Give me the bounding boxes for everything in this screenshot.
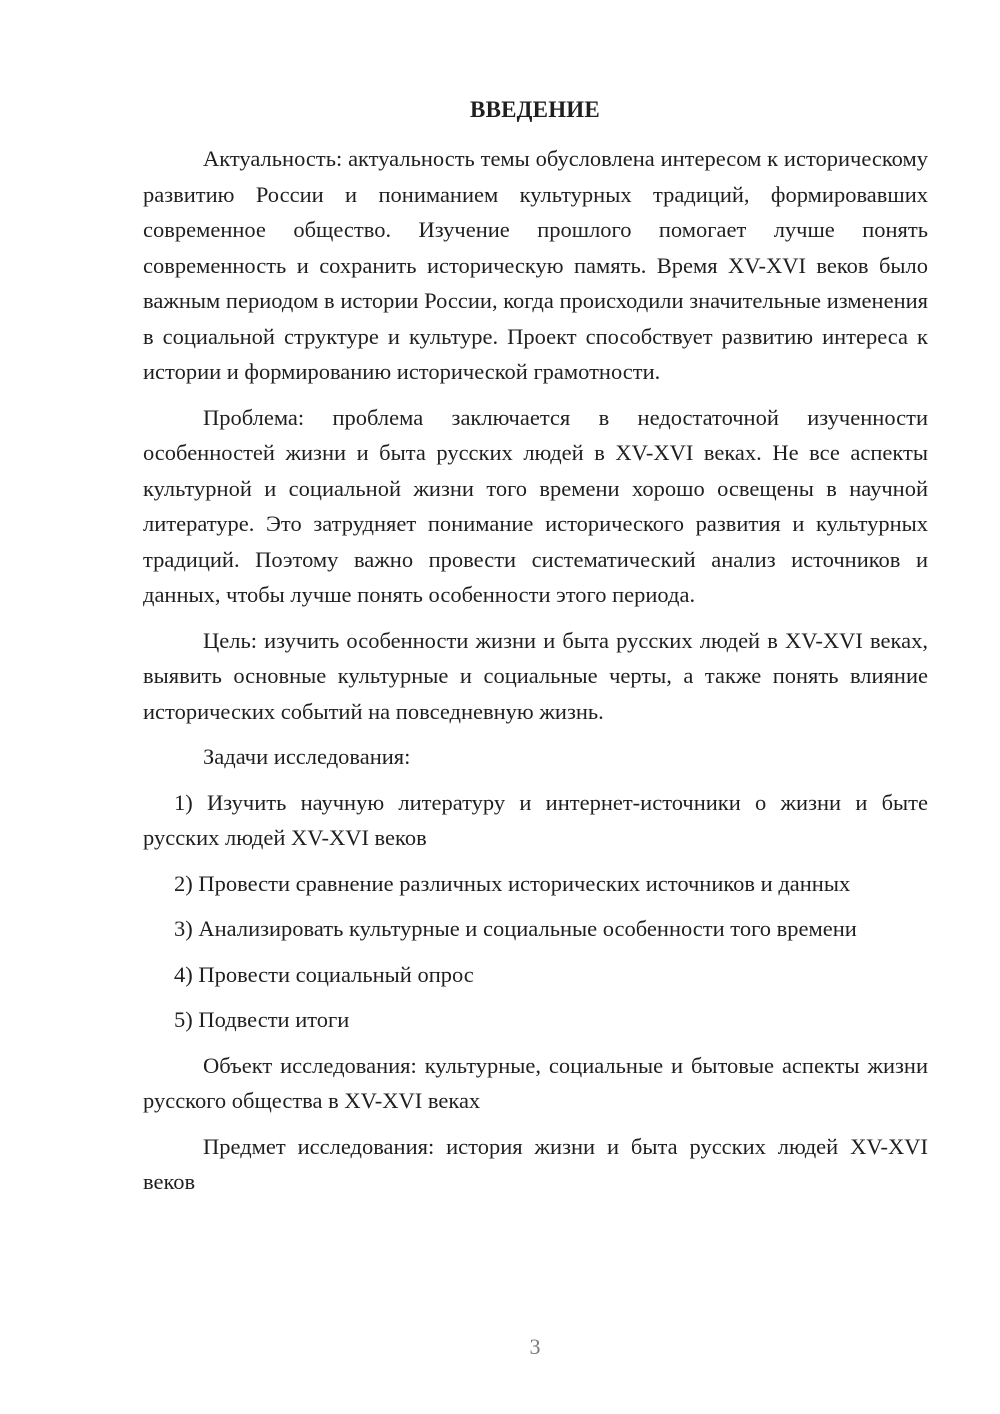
- tasks-heading: Задачи исследования:: [203, 744, 411, 769]
- problem-paragraph: Проблема: проблема заключается в недостаточной изученности особенностей жизни и быта русских людей в XV-XVI веках. Не все аспекты культурной и социальной жизни того времени хорошо освещены в научной литературе. Это затрудняет понимание исторического развития и культурных традиций. Поэтому важно провести систематический анализ источников и данных, чтобы лучше понять особенности этого периода.: [143, 404, 928, 607]
- object-paragraph: Объект исследования: культурные, социальные и бытовые аспекты жизни русского общества в XV-XVI веках: [143, 1052, 928, 1113]
- task-item: 5) Подвести итоги: [174, 1007, 350, 1032]
- page-number: 3: [529, 1334, 541, 1359]
- document-body: [143, 141, 928, 1210]
- relevance-paragraph: Актуальность: актуальность темы обусловлена интересом к историческому развитию России и пониманием культурных традиций, формировавших современное общество. Изучение прошлого помогает лучше понять современность и сохранить историческую память. Время XV-XVI веков было важным периодом в истории России, когда происходили значительные изменения в социальной структуре и культуре. Проект способствует развитию интереса к истории и формированию исторической грамотности.: [143, 146, 928, 384]
- subject-paragraph: Предмет исследования: история жизни и быта русских людей XV-XVI веков: [143, 1133, 928, 1194]
- section-heading: ВВЕДЕНИЕ: [470, 97, 600, 122]
- task-item: 3) Анализировать культурные и социальные особенности того времени: [174, 916, 857, 941]
- task-item: 2) Провести сравнение различных исторических источников и данных: [174, 870, 851, 896]
- task-item: 1) Изучить научную литературу и интернет-источники о жизни и быте русских людей XV-XVI веков: [143, 789, 928, 850]
- task-item: 4) Провести социальный опрос: [174, 961, 474, 987]
- goal-paragraph: Цель: изучить особенности жизни и быта русских людей в XV-XVI веках, выявить основные культурные и социальные черты, а также понять влияние исторических событий на повседневную жизнь.: [143, 627, 928, 724]
